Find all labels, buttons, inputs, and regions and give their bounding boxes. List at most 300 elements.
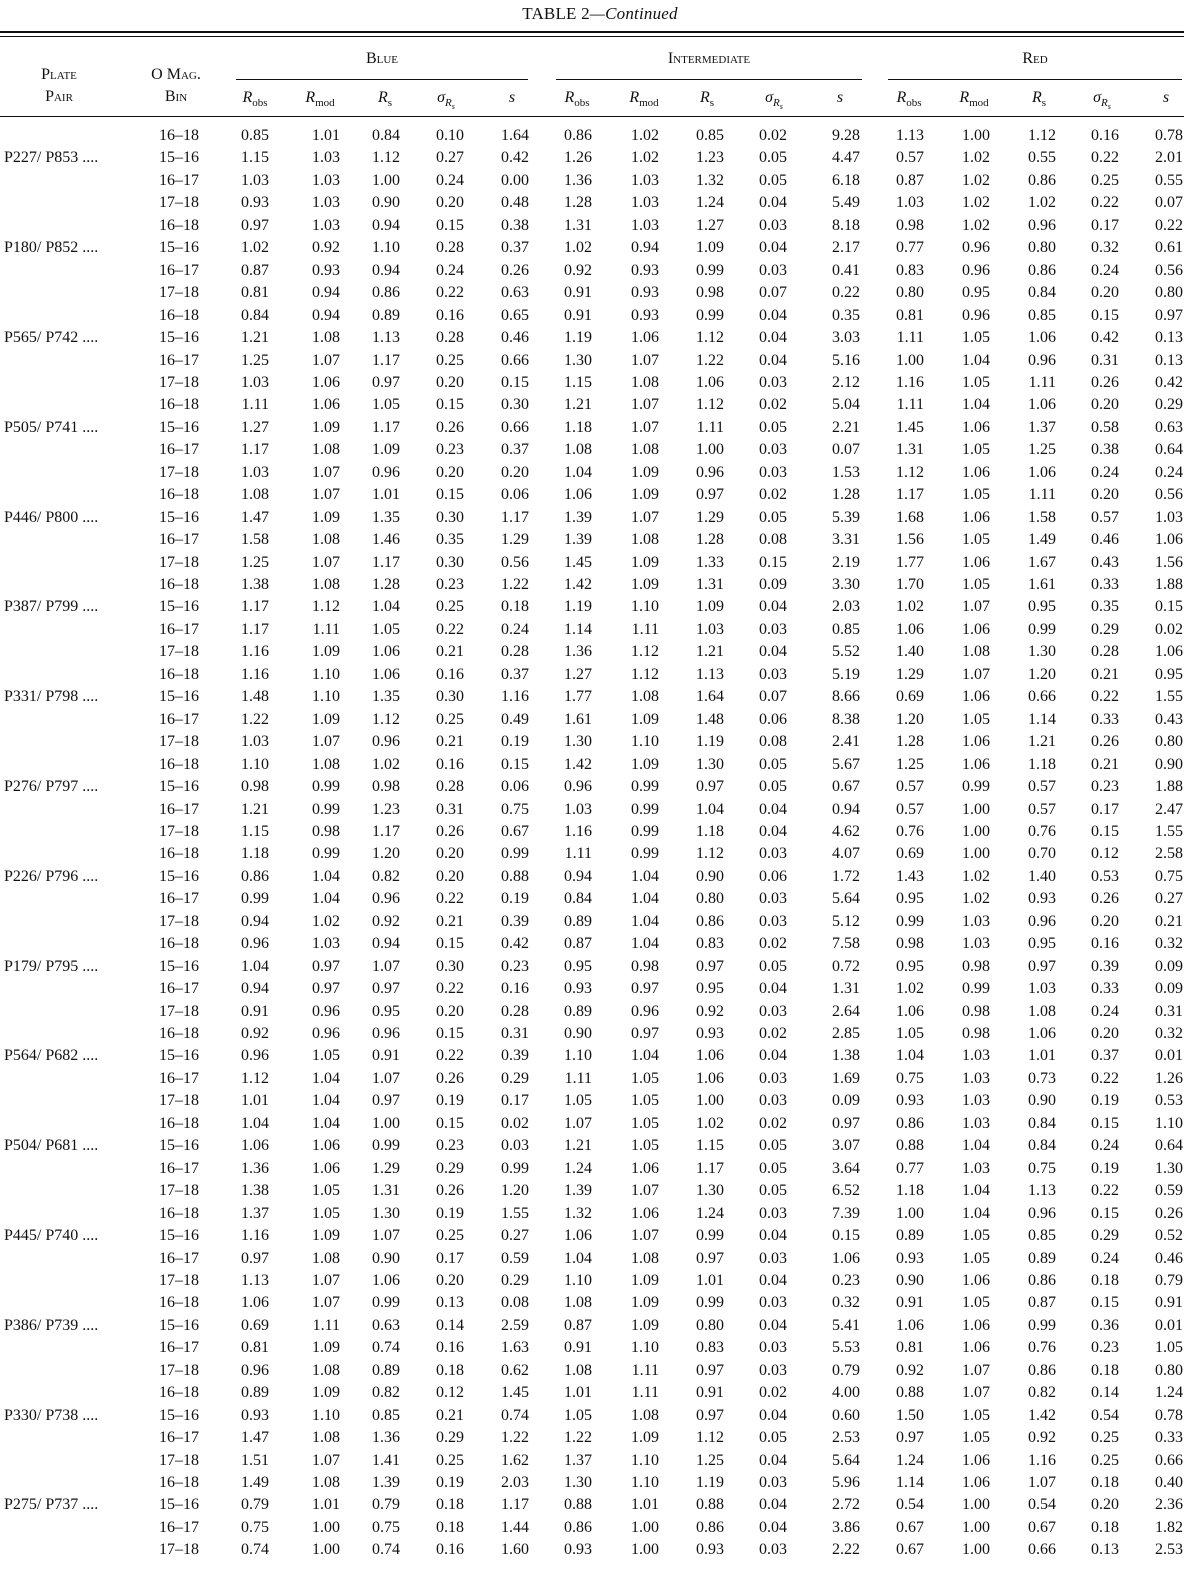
cell-int-robs: 0.93 [564, 980, 592, 998]
cell-red-s: 0.66 [1155, 1451, 1183, 1469]
cell-blue-rmod: 1.09 [312, 710, 340, 728]
cell-blue-rs: 0.99 [372, 1294, 400, 1312]
cell-blue-rmod: 1.08 [312, 1474, 340, 1491]
cell-blue-sigma: 0.24 [436, 261, 464, 279]
cell-blue-sigma: 0.10 [436, 127, 464, 144]
cell-int-sigma: 0.09 [759, 576, 787, 593]
cell-red-rs: 1.03 [1028, 980, 1056, 998]
cell-int-rmod: 1.08 [631, 688, 659, 706]
cell-blue-rs: 1.07 [372, 1069, 400, 1087]
cell-blue-rmod: 1.07 [312, 553, 340, 571]
cell-blue-sigma: 0.25 [436, 1451, 464, 1469]
cell-red-sigma: 0.24 [1091, 463, 1119, 481]
cell-int-s: 0.15 [832, 1227, 860, 1245]
cell-red-rs: 1.11 [1028, 373, 1056, 391]
cell-int-s: 8.18 [832, 216, 860, 234]
cell-int-rmod: 1.09 [631, 553, 659, 571]
cell-mag-bin: 15–16 [159, 239, 199, 257]
cell-blue-robs: 1.49 [241, 1474, 269, 1491]
cell-blue-robs: 1.03 [241, 171, 269, 189]
cell-red-rmod: 0.98 [962, 957, 990, 975]
cell-blue-rmod: 1.06 [312, 396, 340, 414]
cell-red-s: 0.29 [1155, 396, 1183, 414]
cell-blue-s: 0.99 [501, 1159, 529, 1177]
cell-blue-robs: 1.21 [241, 800, 269, 818]
cell-red-robs: 0.69 [896, 845, 924, 863]
cell-mag-bin: 16–17 [159, 1249, 199, 1267]
cell-int-rmod: 1.02 [631, 149, 659, 167]
cell-int-robs: 1.77 [564, 688, 592, 706]
cell-blue-rs: 0.95 [372, 1002, 400, 1020]
cell-blue-rmod: 1.04 [312, 890, 340, 908]
cell-int-robs: 0.91 [564, 306, 592, 324]
cell-int-rs: 0.99 [696, 261, 724, 279]
cell-int-sigma: 0.03 [759, 1361, 787, 1379]
cell-mag-bin: 15–16 [159, 598, 199, 616]
cell-int-rmod: 1.04 [631, 890, 659, 908]
cell-int-rmod: 1.04 [631, 1047, 659, 1065]
cell-red-s: 0.33 [1155, 1429, 1183, 1447]
table-row [0, 1045, 1200, 1068]
cell-int-rs: 0.80 [696, 1316, 724, 1334]
cell-blue-rmod: 1.07 [312, 1271, 340, 1289]
cell-blue-robs: 0.81 [241, 1339, 269, 1357]
cell-int-rs: 1.13 [696, 665, 724, 683]
cell-mag-bin: 16–18 [159, 755, 199, 773]
cell-red-s: 0.42 [1155, 373, 1183, 391]
cell-blue-robs: 1.27 [241, 418, 269, 436]
cell-int-sigma: 0.03 [759, 665, 787, 683]
cell-red-rs: 0.55 [1028, 149, 1056, 167]
cell-int-sigma: 0.04 [759, 1227, 787, 1245]
cell-int-robs: 1.14 [564, 620, 592, 638]
cell-red-sigma: 0.20 [1091, 912, 1119, 930]
cell-red-robs: 0.92 [896, 1361, 924, 1379]
cell-int-s: 2.41 [832, 733, 860, 751]
cell-int-s: 6.52 [832, 1182, 860, 1200]
cell-int-rs: 1.32 [696, 171, 724, 189]
col-header-red-rmod: $R_{mod}$ [959, 89, 989, 110]
cell-int-robs: 1.11 [564, 1069, 592, 1087]
cell-int-s: 5.64 [832, 890, 860, 908]
table-row [0, 933, 1200, 956]
cell-red-rmod: 1.00 [962, 1541, 990, 1559]
table-row [0, 799, 1200, 822]
table-row [0, 417, 1200, 440]
cell-red-sigma: 0.18 [1091, 1361, 1119, 1379]
cell-int-s: 2.22 [832, 1541, 860, 1559]
cell-int-s: 3.31 [832, 531, 860, 549]
cell-blue-robs: 0.86 [241, 867, 269, 885]
cell-red-sigma: 0.17 [1091, 800, 1119, 818]
cell-red-sigma: 0.38 [1091, 441, 1119, 459]
cell-int-robs: 1.26 [564, 149, 592, 167]
cell-int-rs: 0.83 [696, 935, 724, 953]
cell-blue-rs: 0.84 [372, 127, 400, 144]
cell-int-rs: 1.03 [696, 620, 724, 638]
cell-int-sigma: 0.03 [759, 1249, 787, 1267]
cell-blue-rmod: 0.99 [312, 800, 340, 818]
cell-int-rmod: 1.05 [631, 1137, 659, 1155]
cell-red-rmod: 0.98 [962, 1002, 990, 1020]
cell-blue-sigma: 0.24 [436, 171, 464, 189]
cell-int-s: 0.60 [832, 1406, 860, 1424]
cell-int-sigma: 0.04 [759, 239, 787, 257]
col-header-red-robs: $R_{obs}$ [896, 89, 922, 110]
cell-blue-s: 1.20 [501, 1182, 529, 1200]
cell-int-rmod: 0.98 [631, 957, 659, 975]
cell-red-rmod: 1.02 [962, 890, 990, 908]
table-row [0, 641, 1200, 664]
cell-int-robs: 1.08 [564, 441, 592, 459]
cell-red-robs: 1.12 [896, 463, 924, 481]
cell-blue-sigma: 0.15 [436, 935, 464, 953]
cell-blue-s: 0.38 [501, 216, 529, 234]
table-row [0, 1427, 1200, 1450]
cell-blue-sigma: 0.16 [436, 306, 464, 324]
cell-red-rs: 1.06 [1028, 329, 1056, 347]
cell-int-rs: 0.97 [696, 1406, 724, 1424]
cell-int-robs: 1.36 [564, 643, 592, 661]
cell-blue-rs: 0.97 [372, 1092, 400, 1110]
cell-red-sigma: 0.33 [1091, 710, 1119, 728]
cell-red-rs: 0.57 [1028, 778, 1056, 796]
cell-red-s: 1.26 [1155, 1069, 1183, 1087]
cell-red-rmod: 1.05 [962, 1429, 990, 1447]
table-row [0, 821, 1200, 844]
cell-blue-s: 0.17 [501, 1092, 529, 1110]
cell-int-rmod: 0.99 [631, 778, 659, 796]
cell-mag-bin: 16–17 [159, 171, 199, 189]
cell-red-sigma: 0.35 [1091, 598, 1119, 616]
cell-red-robs: 1.06 [896, 1002, 924, 1020]
cell-red-rs: 1.08 [1028, 1002, 1056, 1020]
cell-blue-rs: 1.05 [372, 620, 400, 638]
cell-int-rmod: 1.11 [631, 620, 659, 638]
cell-int-rs: 1.24 [696, 194, 724, 212]
cell-int-rmod: 1.12 [631, 643, 659, 661]
cell-int-rmod: 1.06 [631, 1204, 659, 1222]
cell-red-robs: 1.50 [896, 1406, 924, 1424]
cell-int-sigma: 0.05 [759, 1137, 787, 1155]
cell-red-sigma: 0.33 [1091, 576, 1119, 593]
table-row [0, 1203, 1200, 1226]
cell-red-s: 0.95 [1155, 665, 1183, 683]
cell-red-s: 0.26 [1155, 1204, 1183, 1222]
cell-red-robs: 0.76 [896, 822, 924, 840]
cell-int-rs: 0.97 [696, 1361, 724, 1379]
cell-int-robs: 0.90 [564, 1025, 592, 1042]
cell-int-robs: 1.06 [564, 486, 592, 504]
cell-red-robs: 0.86 [896, 1114, 924, 1132]
cell-blue-robs: 1.03 [241, 463, 269, 481]
cell-red-sigma: 0.15 [1091, 306, 1119, 324]
cell-blue-rmod: 1.10 [312, 665, 340, 683]
table-row [0, 1180, 1200, 1203]
cell-int-rmod: 0.93 [631, 261, 659, 279]
cell-red-rmod: 1.05 [962, 1249, 990, 1267]
group-rule-intermediate [556, 79, 862, 80]
cell-int-robs: 0.86 [564, 1518, 592, 1536]
cell-blue-rmod: 1.00 [312, 1518, 340, 1536]
cell-int-s: 0.32 [832, 1294, 860, 1312]
cell-blue-robs: 0.94 [241, 912, 269, 930]
cell-int-robs: 0.84 [564, 890, 592, 908]
cell-int-rs: 1.64 [696, 688, 724, 706]
cell-int-robs: 0.89 [564, 1002, 592, 1020]
cell-blue-rs: 0.85 [372, 1406, 400, 1424]
cell-mag-bin: 15–16 [159, 1047, 199, 1065]
cell-red-rs: 1.40 [1028, 867, 1056, 885]
cell-blue-rmod: 1.08 [312, 531, 340, 549]
cell-blue-sigma: 0.21 [436, 643, 464, 661]
cell-blue-s: 0.29 [501, 1271, 529, 1289]
cell-int-robs: 0.92 [564, 261, 592, 279]
cell-int-rmod: 1.08 [631, 441, 659, 459]
cell-blue-rmod: 1.07 [312, 1294, 340, 1312]
cell-blue-s: 0.65 [501, 306, 529, 324]
cell-red-rs: 1.20 [1028, 665, 1056, 683]
cell-red-rs: 1.14 [1028, 710, 1056, 728]
cell-int-s: 7.58 [832, 935, 860, 953]
table-row [0, 350, 1200, 373]
cell-red-rs: 1.49 [1028, 531, 1056, 549]
table-row [0, 282, 1200, 305]
cell-red-s: 0.80 [1155, 1361, 1183, 1379]
cell-blue-s: 0.08 [501, 1294, 529, 1312]
cell-red-rs: 1.67 [1028, 553, 1056, 571]
cell-blue-sigma: 0.26 [436, 1069, 464, 1087]
cell-blue-sigma: 0.15 [436, 216, 464, 234]
cell-blue-sigma: 0.30 [436, 688, 464, 706]
cell-blue-sigma: 0.15 [436, 1025, 464, 1042]
cell-blue-rmod: 1.04 [312, 1069, 340, 1087]
cell-int-s: 2.72 [832, 1496, 860, 1514]
cell-red-rmod: 1.04 [962, 396, 990, 414]
cell-int-sigma: 0.05 [759, 778, 787, 796]
cell-blue-robs: 1.17 [241, 441, 269, 459]
plate-pair-cell: P564/ P682 .... [4, 1047, 99, 1065]
cell-red-sigma: 0.29 [1091, 1227, 1119, 1245]
cell-blue-rmod: 0.98 [312, 822, 340, 840]
cell-int-rs: 1.02 [696, 1114, 724, 1132]
cell-blue-s: 0.63 [501, 284, 529, 302]
cell-int-rs: 1.09 [696, 598, 724, 616]
cell-blue-rmod: 1.00 [312, 1541, 340, 1559]
cell-int-rmod: 0.97 [631, 1025, 659, 1042]
cell-mag-bin: 16–18 [159, 306, 199, 324]
cell-blue-sigma: 0.23 [436, 441, 464, 459]
cell-int-rmod: 0.97 [631, 980, 659, 998]
cell-blue-rs: 0.96 [372, 890, 400, 908]
cell-int-rs: 1.01 [696, 1271, 724, 1289]
table-row [0, 1494, 1200, 1517]
cell-blue-robs: 0.89 [241, 1384, 269, 1402]
cell-red-rmod: 1.06 [962, 1339, 990, 1357]
table-row [0, 215, 1200, 238]
cell-red-rs: 0.66 [1028, 688, 1056, 706]
cell-red-rmod: 1.07 [962, 1384, 990, 1402]
table-row [0, 731, 1200, 754]
table-row [0, 619, 1200, 642]
cell-mag-bin: 17–18 [159, 643, 199, 661]
table-row [0, 978, 1200, 1001]
cell-blue-robs: 1.16 [241, 643, 269, 661]
table-row [0, 709, 1200, 732]
cell-mag-bin: 15–16 [159, 1406, 199, 1424]
cell-red-robs: 1.70 [896, 576, 924, 593]
cell-red-sigma: 0.21 [1091, 665, 1119, 683]
cell-blue-sigma: 0.20 [436, 194, 464, 212]
cell-int-rs: 1.11 [696, 418, 724, 436]
cell-int-s: 0.72 [832, 957, 860, 975]
cell-blue-robs: 1.15 [241, 149, 269, 167]
cell-mag-bin: 16–17 [159, 531, 199, 549]
cell-blue-robs: 1.06 [241, 1294, 269, 1312]
cell-red-robs: 1.29 [896, 665, 924, 683]
cell-red-sigma: 0.14 [1091, 1384, 1119, 1402]
cell-red-sigma: 0.19 [1091, 1092, 1119, 1110]
cell-red-robs: 0.81 [896, 1339, 924, 1357]
cell-red-s: 0.01 [1155, 1047, 1183, 1065]
cell-red-robs: 0.75 [896, 1069, 924, 1087]
cell-red-rmod: 1.08 [962, 643, 990, 661]
table-row [0, 1158, 1200, 1181]
cell-red-sigma: 0.20 [1091, 1496, 1119, 1514]
table-row [0, 1337, 1200, 1360]
table-row [0, 1248, 1200, 1271]
cell-mag-bin: 15–16 [159, 1316, 199, 1334]
cell-red-rs: 0.93 [1028, 890, 1056, 908]
cell-int-robs: 1.10 [564, 1271, 592, 1289]
cell-blue-s: 1.62 [501, 1451, 529, 1469]
cell-int-rs: 1.12 [696, 1429, 724, 1447]
cell-int-rmod: 1.04 [631, 912, 659, 930]
cell-int-rmod: 1.08 [631, 1406, 659, 1424]
cell-mag-bin: 16–18 [159, 216, 199, 234]
cell-red-sigma: 0.32 [1091, 239, 1119, 257]
cell-mag-bin: 16–17 [159, 1339, 199, 1357]
cell-blue-s: 0.24 [501, 620, 529, 638]
cell-red-s: 0.40 [1155, 1474, 1183, 1491]
cell-int-rs: 1.06 [696, 373, 724, 391]
cell-red-rs: 0.86 [1028, 1361, 1056, 1379]
cell-int-rs: 0.97 [696, 778, 724, 796]
table-row [0, 596, 1200, 619]
cell-int-robs: 1.05 [564, 1406, 592, 1424]
cell-red-robs: 0.98 [896, 216, 924, 234]
cell-int-rmod: 1.06 [631, 329, 659, 347]
cell-red-rmod: 1.06 [962, 755, 990, 773]
cell-int-rmod: 1.09 [631, 463, 659, 481]
cell-blue-sigma: 0.21 [436, 912, 464, 930]
cell-int-sigma: 0.03 [759, 1092, 787, 1110]
cell-red-s: 0.32 [1155, 1025, 1183, 1042]
cell-int-s: 6.18 [832, 171, 860, 189]
cell-int-rs: 1.00 [696, 441, 724, 459]
cell-blue-robs: 1.38 [241, 576, 269, 593]
cell-blue-rs: 1.29 [372, 1159, 400, 1177]
cell-blue-sigma: 0.27 [436, 149, 464, 167]
cell-int-robs: 0.96 [564, 778, 592, 796]
cell-int-rmod: 1.04 [631, 935, 659, 953]
cell-red-robs: 1.56 [896, 531, 924, 549]
cell-mag-bin: 17–18 [159, 1182, 199, 1200]
cell-red-sigma: 0.26 [1091, 373, 1119, 391]
cell-red-rs: 0.75 [1028, 1159, 1056, 1177]
cell-blue-rs: 0.75 [372, 1518, 400, 1536]
cell-blue-rs: 0.90 [372, 194, 400, 212]
cell-blue-rmod: 0.92 [312, 239, 340, 257]
cell-red-robs: 0.57 [896, 800, 924, 818]
cell-blue-rs: 0.92 [372, 912, 400, 930]
cell-blue-rmod: 1.08 [312, 329, 340, 347]
cell-blue-rs: 0.82 [372, 867, 400, 885]
cell-int-robs: 0.93 [564, 1541, 592, 1559]
cell-int-robs: 1.30 [564, 1474, 592, 1491]
cell-int-rs: 0.97 [696, 486, 724, 504]
cell-blue-s: 1.29 [501, 531, 529, 549]
cell-blue-sigma: 0.20 [436, 845, 464, 863]
cell-blue-robs: 0.79 [241, 1496, 269, 1514]
cell-int-rmod: 0.93 [631, 306, 659, 324]
cell-red-sigma: 0.20 [1091, 396, 1119, 414]
cell-int-s: 0.23 [832, 1271, 860, 1289]
cell-blue-robs: 1.01 [241, 1092, 269, 1110]
cell-red-rmod: 1.06 [962, 1474, 990, 1491]
cell-blue-s: 1.64 [501, 127, 529, 144]
cell-int-robs: 1.32 [564, 1204, 592, 1222]
cell-red-s: 1.55 [1155, 822, 1183, 840]
cell-int-rs: 0.92 [696, 1002, 724, 1020]
cell-int-s: 5.16 [832, 351, 860, 369]
cell-mag-bin: 16–18 [159, 935, 199, 953]
cell-int-sigma: 0.02 [759, 486, 787, 504]
table-row [0, 1090, 1200, 1113]
cell-blue-s: 0.88 [501, 867, 529, 885]
cell-blue-s: 0.66 [501, 351, 529, 369]
cell-blue-robs: 1.17 [241, 598, 269, 616]
cell-red-rs: 0.80 [1028, 239, 1056, 257]
cell-blue-robs: 1.03 [241, 733, 269, 751]
cell-red-robs: 0.67 [896, 1518, 924, 1536]
table-row [0, 1023, 1200, 1046]
cell-blue-sigma: 0.23 [436, 576, 464, 593]
cell-red-s: 0.63 [1155, 418, 1183, 436]
cell-blue-rs: 1.06 [372, 643, 400, 661]
cell-red-sigma: 0.54 [1091, 1406, 1119, 1424]
cell-blue-rmod: 1.10 [312, 1406, 340, 1424]
cell-blue-s: 1.22 [501, 1429, 529, 1447]
cell-blue-s: 0.06 [501, 486, 529, 504]
cell-int-rmod: 1.09 [631, 1271, 659, 1289]
cell-red-rs: 1.01 [1028, 1047, 1056, 1065]
cell-int-rs: 1.18 [696, 822, 724, 840]
cell-int-rs: 0.90 [696, 867, 724, 885]
cell-red-rs: 0.92 [1028, 1429, 1056, 1447]
col-header-red-sigma: $\sigma_{R_s}$ [1093, 89, 1111, 112]
cell-red-robs: 0.95 [896, 890, 924, 908]
cell-red-rs: 1.11 [1028, 486, 1056, 504]
cell-int-s: 0.85 [832, 620, 860, 638]
cell-red-s: 1.06 [1155, 643, 1183, 661]
cell-red-robs: 0.90 [896, 1271, 924, 1289]
table-row [0, 574, 1200, 597]
cell-blue-s: 0.03 [501, 1137, 529, 1155]
cell-int-rmod: 1.07 [631, 1227, 659, 1245]
cell-mag-bin: 16–18 [159, 1204, 199, 1222]
cell-red-s: 2.47 [1155, 800, 1183, 818]
